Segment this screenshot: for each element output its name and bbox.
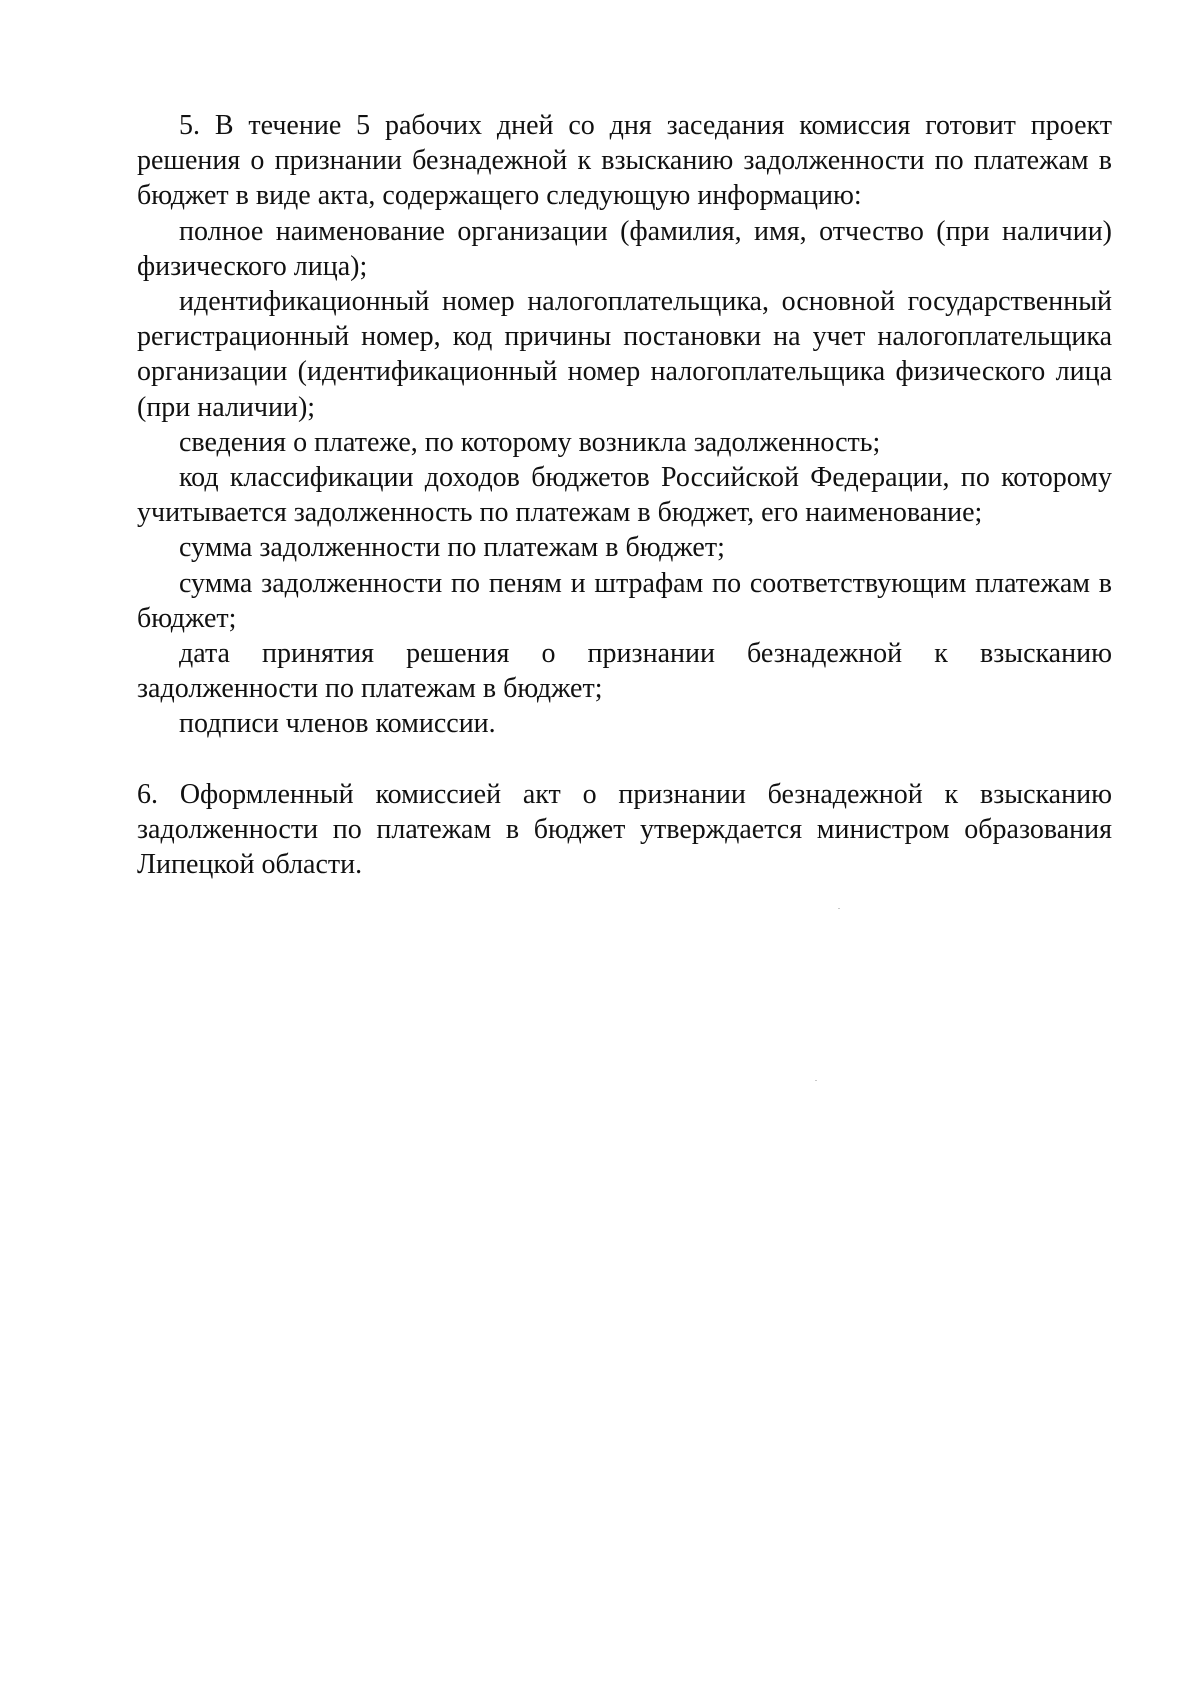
scan-speck	[838, 908, 840, 909]
section-5-item-decision-date: дата принятия решения о признании безнадежной к взысканию задолженности по платежам в бюджет;	[137, 638, 1112, 705]
section-5-item-debt-amount: сумма задолженности по платежам в бюджет;	[179, 532, 725, 564]
section-5-item-taxpayer-ids: идентификационный номер налогоплательщика, основной государственный регистрационный номер, код причины постановки на учет налогоплательщика организации (идентификационный номер налогоплательщика физического лица (при наличии);	[137, 286, 1112, 423]
section-6-text: 6. Оформленный комиссией акт о признании безнадежной к взысканию задолженности по платежам в бюджет утверждается министром образования Липецкой области.	[137, 778, 1112, 881]
section-5-item-signatures: подписи членов комиссии.	[179, 708, 496, 740]
section-5-item-classification-code: код классификации доходов бюджетов Российской Федерации, по которому учитывается задолженность по платежам в бюджет, его наименование;	[137, 462, 1112, 529]
document-body	[137, 108, 1112, 882]
section-5-intro: 5. В течение 5 рабочих дней со дня заседания комиссия готовит проект решения о признании безнадежной к взысканию задолженности по платежам в бюджет в виде акта, содержащего следующую информацию:	[137, 110, 1112, 212]
scan-speck	[815, 1080, 817, 1081]
section-5-item-organization-name: полное наименование организации (фамилия, имя, отчество (при наличии) физического лица);	[137, 215, 1112, 282]
section-spacer	[137, 742, 1112, 777]
section-5-item-payment-info: сведения о платеже, по которому возникла задолженность;	[179, 426, 881, 458]
section-5-item-penalties-amount: сумма задолженности по пеням и штрафам по соответствующим платежам в бюджет;	[137, 567, 1112, 634]
